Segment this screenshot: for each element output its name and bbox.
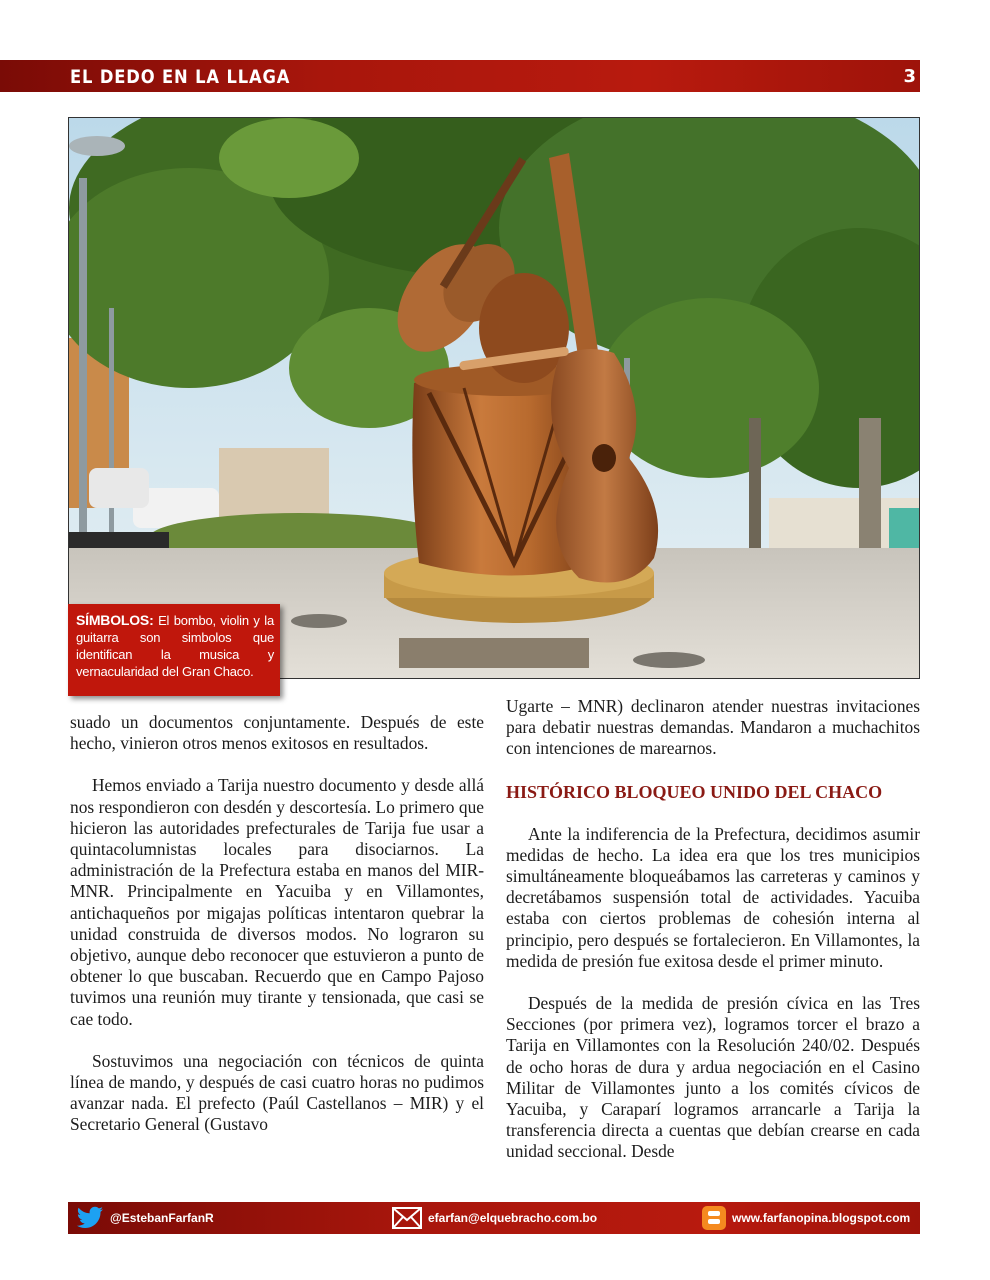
right-column xyxy=(506,696,920,1163)
footer-twitter[interactable] xyxy=(76,1206,214,1230)
page-number: 3 xyxy=(903,66,916,87)
caption-text: El bombo, violin y la guitarra son simbolos que identifican la musica y vernacularidad del Gran Chaco. xyxy=(76,613,274,679)
footer-blog[interactable] xyxy=(702,1206,910,1230)
twitter-bird-icon xyxy=(76,1206,104,1230)
right-paragraph-3: Después de la medida de presión cívica en las Tres Secciones (por primera vez), logramos torcer el brazo a Tarija en Villamontes con la Resolución 240/02. Después de ocho horas de dura y ardua negociación en el Casino Militar de Villamontes junto a los comités cívicos de Yacuiba, y Caraparí logramos arrancarle a Tarija la transferencia directa a cuentas que debían crearse en cada unidad seccional. Desde xyxy=(506,993,920,1162)
blogger-icon xyxy=(702,1206,726,1230)
right-paragraph-1: Ugarte – MNR) declinaron atender nuestras invitaciones para debatir nuestras demandas. Mandaron a muchachitos con intenciones de marearnos. xyxy=(506,696,920,759)
left-paragraph-2: Hemos enviado a Tarija nuestro documento y desde allá nos respondieron con desdén y descortesía. Lo primero que hicieron las autoridades prefecturales de Tarija fue usar a quintacolumnistas locales para disociarnos. La administración de la Prefectura estaba en manos del MIR-MNR. Principalmente en Yacuiba y en Villamontes, antichaqueños por migajas políticas intentaron quebrar la unidad construida de diversos modos. No lograron su objetivo, aunque debo reconocer que estuvieron a punto de obtener lo que buscaban. Recuerdo que en Campo Pajoso tuvimos una reunión muy tirante y tensionada, que casi se cae todo. xyxy=(70,775,484,1029)
left-paragraph-1: suado un documentos conjuntamente. Después de este hecho, vinieron otros menos exitosos en resultados. xyxy=(70,712,484,754)
left-column xyxy=(70,712,484,1136)
section-heading: HISTÓRICO BLOQUEO UNIDO DEL CHACO xyxy=(506,781,883,802)
left-paragraph-3: Sostuvimos una negociación con técnicos de quinta línea de mando, y después de casi cuatro horas no pudimos avanzar nada. El prefecto (Paúl Castellanos – MIR) y el Secretario General (Gustavo xyxy=(70,1050,484,1135)
envelope-icon xyxy=(392,1207,422,1229)
caption-title: SÍMBOLOS: xyxy=(76,612,154,628)
right-paragraph-2: Ante la indiferencia de la Prefectura, decidimos asumir medidas de hecho. La idea era que los tres municipios simultáneamente bloqueábamos las carreteras y caminos y decretábamos suspensión total de actividades. Yacuiba estaba con ciertos problemas de cohesión interna al principio, pero después se fortalecieron. En Villamontes, la medida de presión fue exitosa desde el primer minuto. xyxy=(506,823,920,971)
footer-email[interactable] xyxy=(392,1206,597,1230)
twitter-handle: @EstebanFarfanR xyxy=(110,1211,214,1225)
header-title: EL DEDO EN LA LLAGA xyxy=(70,66,291,88)
photo-caption xyxy=(68,604,280,696)
email-address: efarfan@elquebracho.com.bo xyxy=(428,1211,598,1225)
blog-url: www.farfanopina.blogspot.com xyxy=(732,1211,911,1225)
photo-sculpture xyxy=(68,117,920,679)
